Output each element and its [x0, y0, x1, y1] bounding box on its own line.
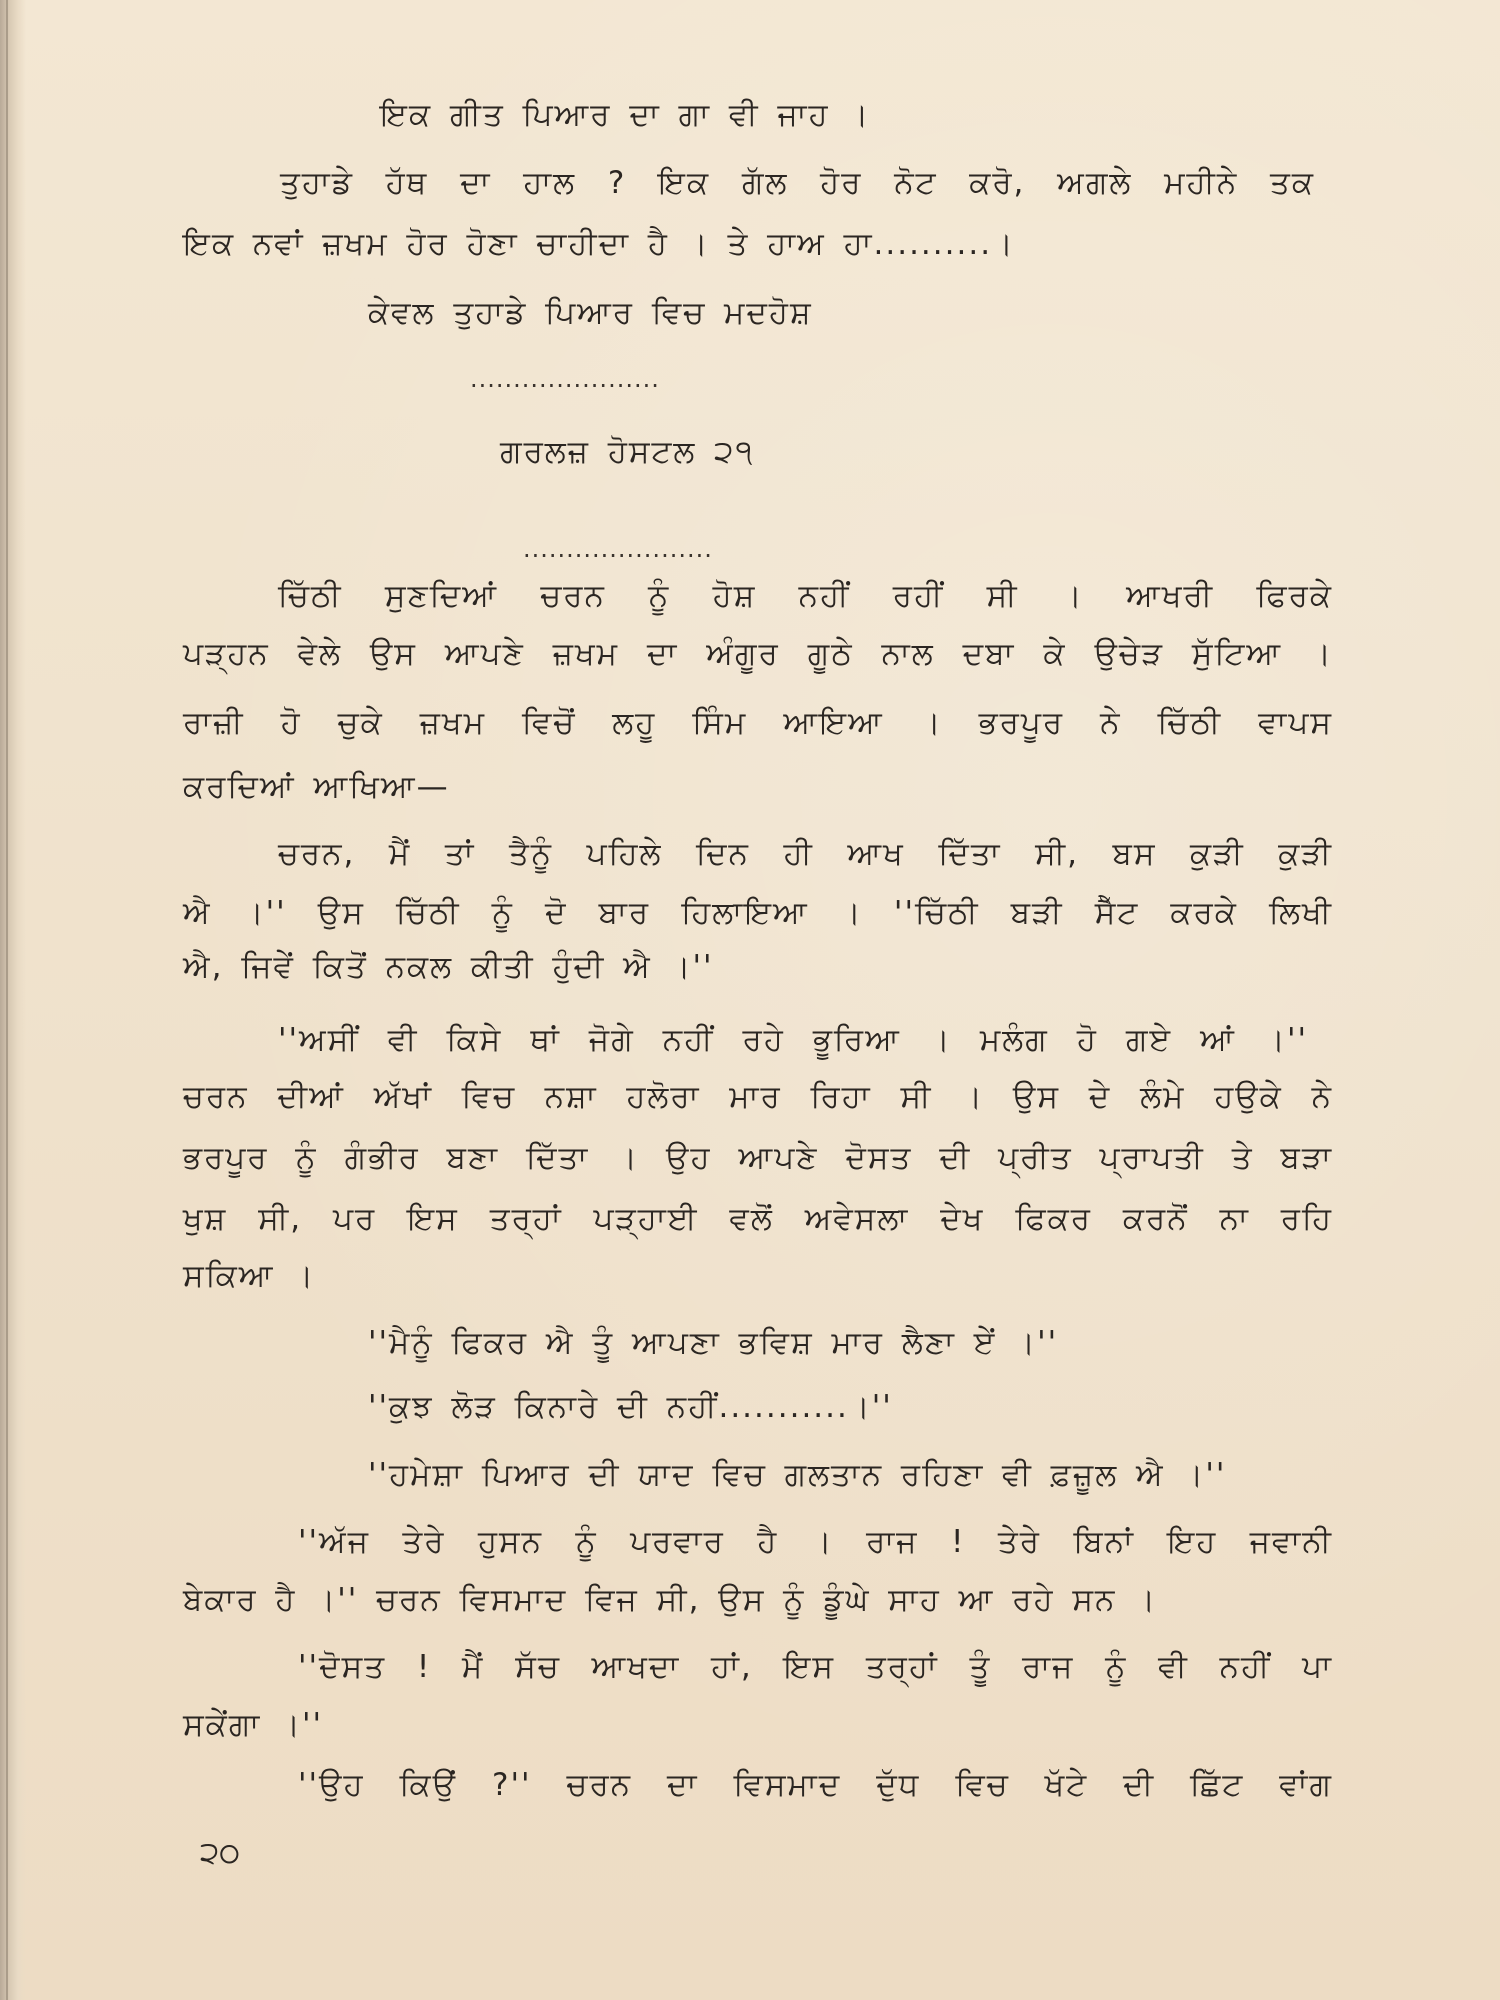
- page-number: ੨੦: [200, 1835, 241, 1871]
- text-line-2: ਤੁਹਾਡੇ ਹੱਥ ਦਾ ਹਾਲ ? ਇਕ ਗੱਲ ਹੋਰ ਨੋਟ ਕਰੋ, ਅਗਲੇ ਮਹੀਨੇ ਤਕ: [280, 165, 1315, 201]
- binding-shadow: [0, 0, 26, 2000]
- text-line-11: ਐ ।'' ਉਸ ਚਿੱਠੀ ਨੂੰ ਦੋ ਬਾਰ ਹਿਲਾਇਆ । ''ਚਿੱਠੀ ਬੜੀ ਸੈੱਟ ਕਰਕੇ ਲਿਖੀ: [183, 895, 1333, 931]
- text-line-17: ਸਕਿਆ ।: [183, 1258, 316, 1294]
- binding-edge-line: [6, 0, 8, 2000]
- signature-line: ਕੇਵਲ ਤੁਹਾਡੇ ਪਿਆਰ ਵਿਚ ਮਦਹੋਸ਼: [368, 295, 813, 331]
- text-line-20: ''ਹਮੇਸ਼ਾ ਪਿਆਰ ਦੀ ਯਾਦ ਵਿਚ ਗਲਤਾਨ ਰਹਿਣਾ ਵੀ ਫ਼ਜ਼ੂਲ ਐ ।'': [368, 1457, 1227, 1493]
- address-line: ਗਰਲਜ਼ ਹੋਸਟਲ ੨੧: [500, 434, 755, 470]
- text-line-12: ਐ, ਜਿਵੇਂ ਕਿਤੋਂ ਨਕਲ ਕੀਤੀ ਹੁੰਦੀ ਐ ।'': [183, 949, 714, 985]
- text-line-16: ਖੁਸ਼ ਸੀ, ਪਰ ਇਸ ਤਰ੍ਹਾਂ ਪੜ੍ਹਾਈ ਵਲੋਂ ਅਵੇਸਲਾ ਦੇਖ ਫਿਕਰ ਕਰਨੋਂ ਨਾ ਰਹਿ: [183, 1201, 1333, 1237]
- text-line-6: ਚਿੱਠੀ ਸੁਣਦਿਆਂ ਚਰਨ ਨੂੰ ਹੋਸ਼ ਨਹੀਂ ਰਹੀਂ ਸੀ । ਆਖਰੀ ਫਿਰਕੇ: [278, 578, 1333, 614]
- separator-dots-2: ......................: [523, 535, 713, 563]
- text-line-13: ''ਅਸੀਂ ਵੀ ਕਿਸੇ ਥਾਂ ਜੋਗੇ ਨਹੀਂ ਰਹੇ ਭੂਰਿਆ । ਮਲੰਗ ਹੋ ਗਏ ਆਂ ।'': [278, 1022, 1308, 1058]
- text-line-7: ਪੜ੍ਹਨ ਵੇਲੇ ਉਸ ਆਪਣੇ ਜ਼ਖਮ ਦਾ ਅੰਗੂਰ ਗੂਠੇ ਨਾਲ ਦਬਾ ਕੇ ਉਚੇੜ ਸੁੱਟਿਆ ।: [183, 636, 1333, 672]
- text-line-25: ''ਉਹ ਕਿਉਂ ?'' ਚਰਨ ਦਾ ਵਿਸਮਾਦ ਦੁੱਧ ਵਿਚ ਖੱਟੇ ਦੀ ਛਿੱਟ ਵਾਂਗ: [298, 1767, 1333, 1803]
- text-line-19: ''ਕੁਝ ਲੋੜ ਕਿਨਾਰੇ ਦੀ ਨਹੀਂ...........।'': [368, 1389, 893, 1425]
- text-line-18: ''ਮੈਨੂੰ ਫਿਕਰ ਐ ਤੂੰ ਆਪਣਾ ਭਵਿਸ਼ ਮਾਰ ਲੈਣਾ ਏਂ ।'': [368, 1325, 1059, 1361]
- text-line-22: ਬੇਕਾਰ ਹੈ ।'' ਚਰਨ ਵਿਸਮਾਦ ਵਿਜ ਸੀ, ਉਸ ਨੂੰ ਡੂੰਘੇ ਸਾਹ ਆ ਰਹੇ ਸਨ ।: [183, 1582, 1158, 1618]
- text-line-9: ਕਰਦਿਆਂ ਆਖਿਆ—: [183, 769, 450, 805]
- text-line-15: ਭਰਪੂਰ ਨੂੰ ਗੰਭੀਰ ਬਣਾ ਦਿੱਤਾ । ਉਹ ਆਪਣੇ ਦੋਸਤ ਦੀ ਪ੍ਰੀਤ ਪ੍ਰਾਪਤੀ ਤੇ ਬੜਾ: [183, 1140, 1333, 1176]
- text-line-23: ''ਦੋਸਤ ! ਮੈਂ ਸੱਚ ਆਖਦਾ ਹਾਂ, ਇਸ ਤਰ੍ਹਾਂ ਤੂੰ ਰਾਜ ਨੂੰ ਵੀ ਨਹੀਂ ਪਾ: [298, 1649, 1333, 1685]
- text-line-14: ਚਰਨ ਦੀਆਂ ਅੱਖਾਂ ਵਿਚ ਨਸ਼ਾ ਹਲੋਰਾ ਮਾਰ ਰਿਹਾ ਸੀ । ਉਸ ਦੇ ਲੰਮੇ ਹਉਕੇ ਨੇ: [183, 1079, 1333, 1115]
- text-line-1: ਇਕ ਗੀਤ ਪਿਆਰ ਦਾ ਗਾ ਵੀ ਜਾਹ ।: [380, 97, 871, 133]
- separator-dots-1: ......................: [470, 365, 660, 393]
- text-line-21: ''ਅੱਜ ਤੇਰੇ ਹੁਸਨ ਨੂੰ ਪਰਵਾਰ ਹੈ । ਰਾਜ ! ਤੇਰੇ ਬਿਨਾਂ ਇਹ ਜਵਾਨੀ: [298, 1524, 1333, 1560]
- text-line-8: ਰਾਜ਼ੀ ਹੋ ਚੁਕੇ ਜ਼ਖਮ ਵਿਚੋਂ ਲਹੂ ਸਿੰਮ ਆਇਆ । ਭਰਪੂਰ ਨੇ ਚਿੱਠੀ ਵਾਪਸ: [183, 705, 1333, 741]
- text-line-3: ਇਕ ਨਵਾਂ ਜ਼ਖਮ ਹੋਰ ਹੋਣਾ ਚਾਹੀਦਾ ਹੈ । ਤੇ ਹਾਅ ਹਾ..........।: [183, 226, 1015, 262]
- text-line-10: ਚਰਨ, ਮੈਂ ਤਾਂ ਤੈਨੂੰ ਪਹਿਲੇ ਦਿਨ ਹੀ ਆਖ ਦਿੱਤਾ ਸੀ, ਬਸ ਕੁੜੀ ਕੁੜੀ: [278, 836, 1333, 872]
- text-line-24: ਸਕੇਂਗਾ ।'': [183, 1707, 324, 1743]
